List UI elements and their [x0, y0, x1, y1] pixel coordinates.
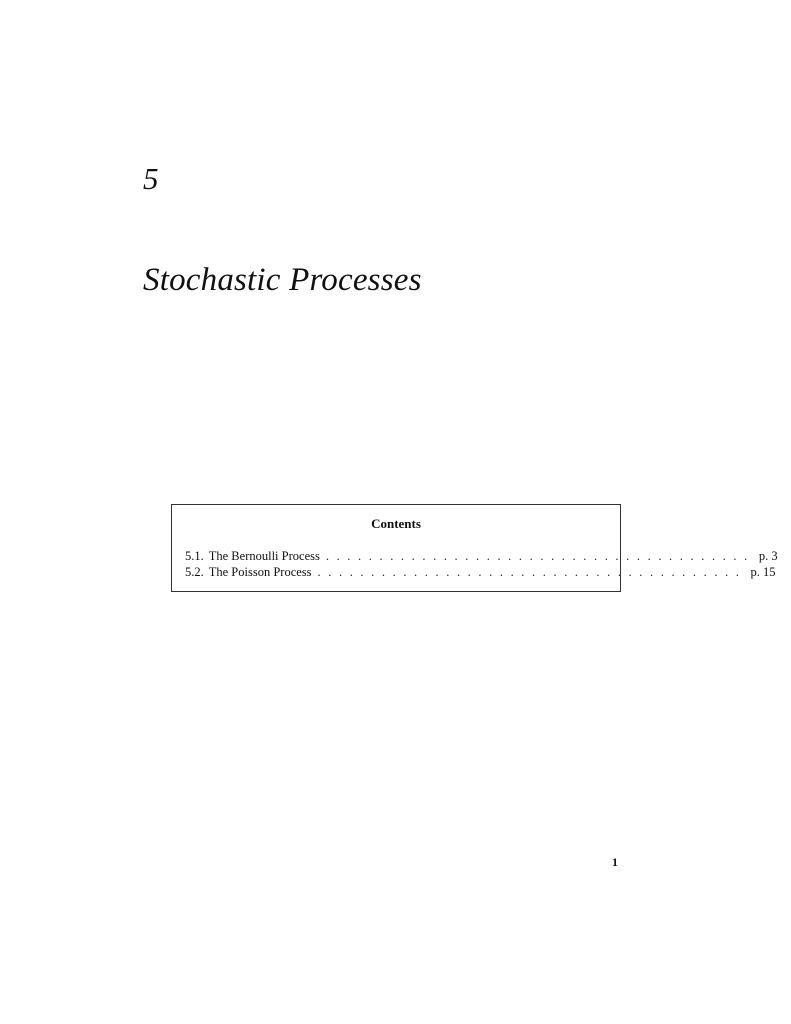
- toc-entry-page: p. 15: [750, 565, 776, 579]
- toc-dot-leader: ........................................: [317, 565, 747, 579]
- toc-entry-number: 5.1.: [185, 549, 204, 563]
- toc-entry-number: 5.2.: [185, 565, 204, 579]
- toc-dot-leader: ........................................: [325, 549, 755, 563]
- toc-entry-poisson[interactable]: [185, 565, 776, 581]
- toc-entry-title: The Bernoulli Process: [208, 549, 320, 563]
- toc-entry-title: The Poisson Process: [208, 565, 312, 579]
- page-number: 1: [612, 855, 618, 869]
- chapter-title: Stochastic Processes: [143, 262, 422, 298]
- chapter-number: 5: [143, 161, 159, 196]
- contents-box: [171, 504, 778, 592]
- toc-entry-bernoulli[interactable]: [185, 549, 778, 565]
- toc-entry-page: p. 3: [758, 549, 778, 563]
- contents-heading: Contents: [371, 516, 421, 531]
